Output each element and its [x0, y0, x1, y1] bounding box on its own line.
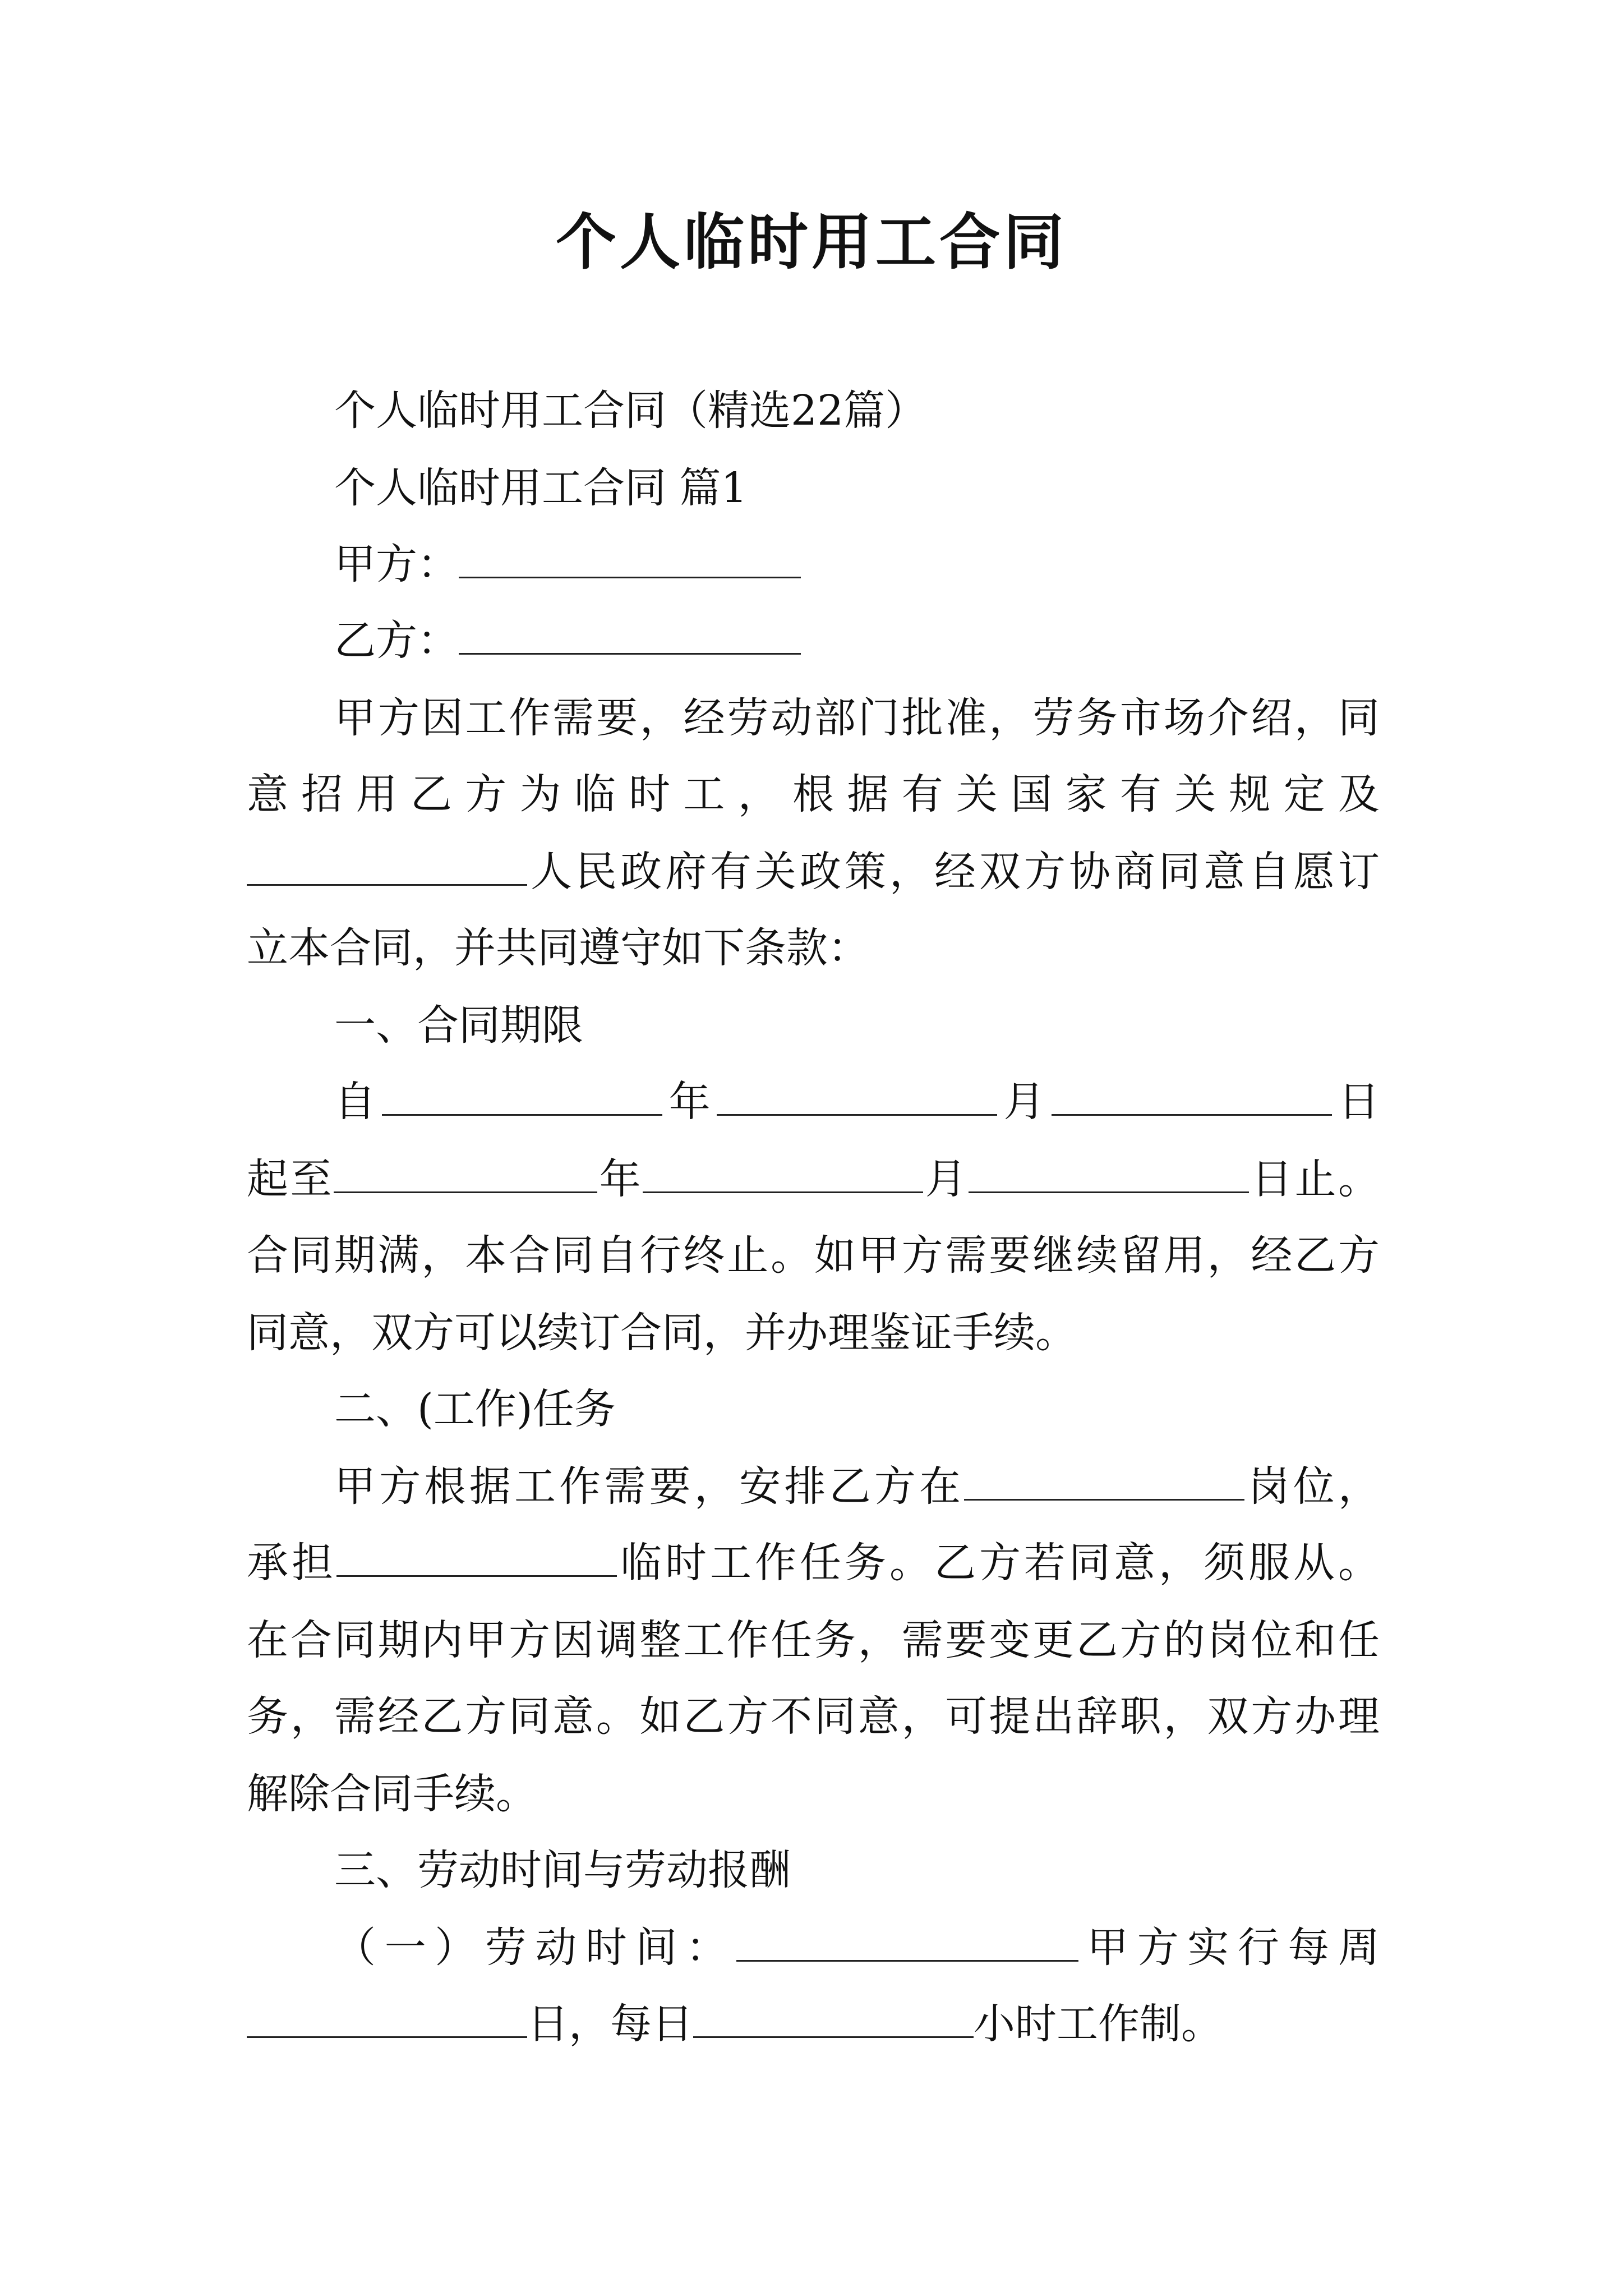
party-a-label: 甲方： — [334, 540, 459, 588]
document-subtitle: 个人临时用工合同（精选22篇） — [334, 386, 927, 435]
section-3-line-2-b: 小时工作制。 — [974, 2000, 1223, 2048]
term-until-label: 起至 — [247, 1155, 334, 1203]
intro-line-2: 意招用乙方为临时工，根据有关国家有关规定及 — [247, 770, 1380, 818]
term-end-line — [247, 1152, 1380, 1206]
start-month-label: 月 — [997, 1078, 1052, 1126]
section-3-line-2-a: 日，每日 — [527, 2000, 693, 2048]
section-2-line-1-b: 岗位， — [1244, 1462, 1380, 1511]
section-3-line-1-b: 甲方实行每周 — [1078, 1924, 1380, 1972]
work-hours-blank — [736, 1923, 1078, 1962]
start-day-label: 日 — [1331, 1078, 1380, 1126]
section-1-heading: 一、合同期限 — [334, 1001, 583, 1050]
position-blank — [964, 1462, 1244, 1501]
end-day-blank — [969, 1154, 1249, 1193]
end-month-label: 月 — [923, 1155, 969, 1203]
section-3-line-2 — [247, 1997, 1380, 2051]
section-1-line-4: 同意，双方可以续订合同，并办理鉴证手续。 — [247, 1309, 1077, 1357]
end-day-label: 日止。 — [1249, 1155, 1380, 1203]
section-2-line-2-b: 临时工作任务。乙方若同意，须服从。 — [617, 1539, 1380, 1587]
intro-line-4: 立本合同，并共同遵守如下条款： — [247, 924, 869, 972]
section-1-line-3: 合同期满，本合同自行终止。如甲方需要继续留用，经乙方 — [247, 1231, 1380, 1280]
section-2-line-2 — [247, 1536, 1380, 1590]
government-blank — [247, 847, 527, 886]
task-blank — [336, 1538, 617, 1577]
end-year-label: 年 — [597, 1155, 643, 1203]
document-title: 个人临时用工合同 — [555, 207, 1067, 278]
section-2-line-2-a: 承担 — [247, 1539, 336, 1587]
party-b-blank — [459, 616, 801, 655]
section-2-line-4: 务，需经乙方同意。如乙方不同意，可提出辞职，双方办理 — [247, 1692, 1380, 1741]
start-year-blank — [382, 1077, 662, 1116]
hours-per-day-blank — [693, 1999, 974, 2038]
intro-line-3-text: 人民政府有关政策，经双方协商同意自愿订 — [527, 848, 1380, 896]
intro-line-3 — [247, 845, 1380, 899]
section-2-line-1 — [334, 1460, 1380, 1513]
section-2-line-3: 在合同期内甲方因调整工作任务，需要变更乙方的岗位和任 — [247, 1616, 1380, 1664]
party-a-blank — [459, 540, 801, 578]
section-2-heading: 二、(工作)任务 — [334, 1385, 616, 1433]
end-month-blank — [643, 1154, 923, 1193]
section-2-line-1-a: 甲方根据工作需要，安排乙方在 — [334, 1462, 965, 1511]
start-day-blank — [1052, 1077, 1332, 1116]
party-b-label: 乙方： — [334, 616, 459, 665]
section-3-heading: 三、劳动时间与劳动报酬 — [334, 1846, 791, 1894]
start-year-label: 年 — [662, 1078, 717, 1126]
days-per-week-blank — [247, 1999, 527, 2038]
intro-line-1: 甲方因工作需要，经劳动部门批准，劳务市场介绍，同 — [334, 694, 1380, 742]
section-2-line-5: 解除合同手续。 — [247, 1770, 537, 1818]
part-heading: 个人临时用工合同 篇1 — [334, 464, 748, 512]
term-from-label: 自 — [334, 1078, 382, 1126]
start-month-blank — [717, 1077, 997, 1116]
party-a-line — [334, 537, 1380, 591]
section-3-line-1-a: （一）劳动时间： — [334, 1924, 736, 1972]
term-start-line — [334, 1075, 1380, 1129]
end-year-blank — [334, 1154, 597, 1193]
party-b-line — [334, 614, 1380, 668]
section-3-line-1 — [334, 1921, 1380, 1975]
